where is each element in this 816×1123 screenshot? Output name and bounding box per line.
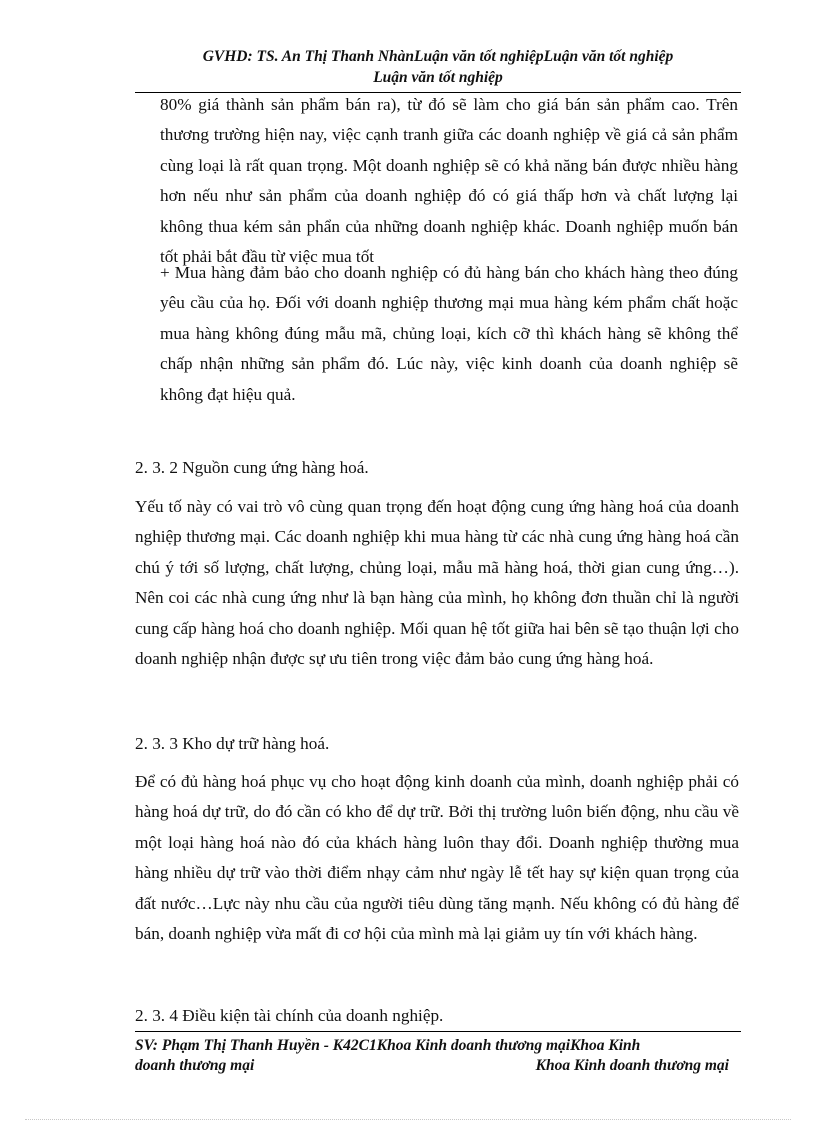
paragraph-price: 80% giá thành sản phẩm bán ra), từ đó sẽ làm cho giá bán sản phẩm cao. Trên thương trường hiện nay, việc cạnh tranh giữa các doanh nghiệp về giá cả sản phẩm cùng loại là rất quan trọng. Một doanh nghiệp sẽ có khả năng bán được nhiều hàng hơn nếu như sản phẩm của doanh nghiệp đó có giá thấp hơn và chất lượng lại không thua kém sản phẩn của những doanh nghiệp khác. Doanh nghiệp muốn bán tốt phải bắt đầu từ việc mua tốt	[160, 95, 738, 267]
header-line-2: Luận văn tốt nghiệp	[373, 69, 503, 86]
footer-line-1: SV: Phạm Thị Thanh Huyền - K42C1Khoa Kinh doanh thương mạiKhoa Kinh	[135, 1037, 641, 1054]
page-bottom-dotted-border	[25, 1119, 791, 1120]
section-heading-finance: 2. 3. 4 Điều kiện tài chính của doanh nghiệp.	[135, 1006, 444, 1025]
footer-line-2-right: Khoa Kinh doanh thương mại	[535, 1057, 729, 1074]
page-footer	[135, 1036, 729, 1076]
footer-divider	[135, 1031, 741, 1032]
section-heading-warehouse: 2. 3. 3 Kho dự trữ hàng hoá.	[135, 734, 330, 753]
footer-line-2	[135, 1056, 729, 1076]
paragraph-purchase: + Mua hàng đảm bảo cho doanh nghiệp có đủ hàng bán cho khách hàng theo đúng yêu cầu của họ. Đối với doanh nghiệp thương mại mua hàng kém phẩm chất hoặc mua hàng không đúng mẫu mã, chủng loại, kích cỡ thì khách hàng sẽ không thể chấp nhận những sản phẩm đó. Lúc này, việc kinh doanh của doanh nghiệp sẽ không đạt hiệu quả.	[160, 263, 738, 404]
paragraph-supply-source: Yếu tố này có vai trò vô cùng quan trọng đến hoạt động cung ứng hàng hoá của doanh nghiệp thương mại. Các doanh nghiệp khi mua hàng từ các nhà cung ứng hàng hoá cần chú ý tới số lượng, chất lượng, chủng loại, mẫu mã hàng hoá, thời gian cung ứng…). Nên coi các nhà cung ứng như là bạn hàng của mình, họ không đơn thuần chỉ là người cung cấp hàng hoá cho doanh nghiệp. Mối quan hệ tốt giữa hai bên sẽ tạo thuận lợi cho doanh nghiệp nhận được sự ưu tiên trong việc đảm bảo cung ứng hàng hoá.	[135, 497, 739, 669]
footer-line-2-left: doanh thương mại	[135, 1057, 255, 1074]
section-heading-supply-source: 2. 3. 2 Nguồn cung ứng hàng hoá.	[135, 458, 369, 477]
header-line-1: GVHD: TS. An Thị Thanh NhànLuận văn tốt nghiệpLuận văn tốt nghiệp	[202, 48, 674, 65]
paragraph-warehouse: Để có đủ hàng hoá phục vụ cho hoạt động kinh doanh của mình, doanh nghiệp phải có hàng hoá dự trữ, do đó cần có kho để dự trữ. Bởi thị trường luôn biến động, nhu cầu về một loại hàng hoá nào đó của khách hàng luôn thay đổi. Doanh nghiệp thường mua hàng nhiều dự trữ vào thời điểm nhạy cảm như ngày lễ tết hay sự kiện quan trọng của đất nước…Lực này nhu cầu của người tiêu dùng tăng mạnh. Nếu không có đủ hàng để bán, doanh nghiệp vừa mất đi cơ hội của mình mà lại giảm uy tín với khách hàng.	[135, 772, 739, 944]
page-header	[135, 46, 741, 88]
